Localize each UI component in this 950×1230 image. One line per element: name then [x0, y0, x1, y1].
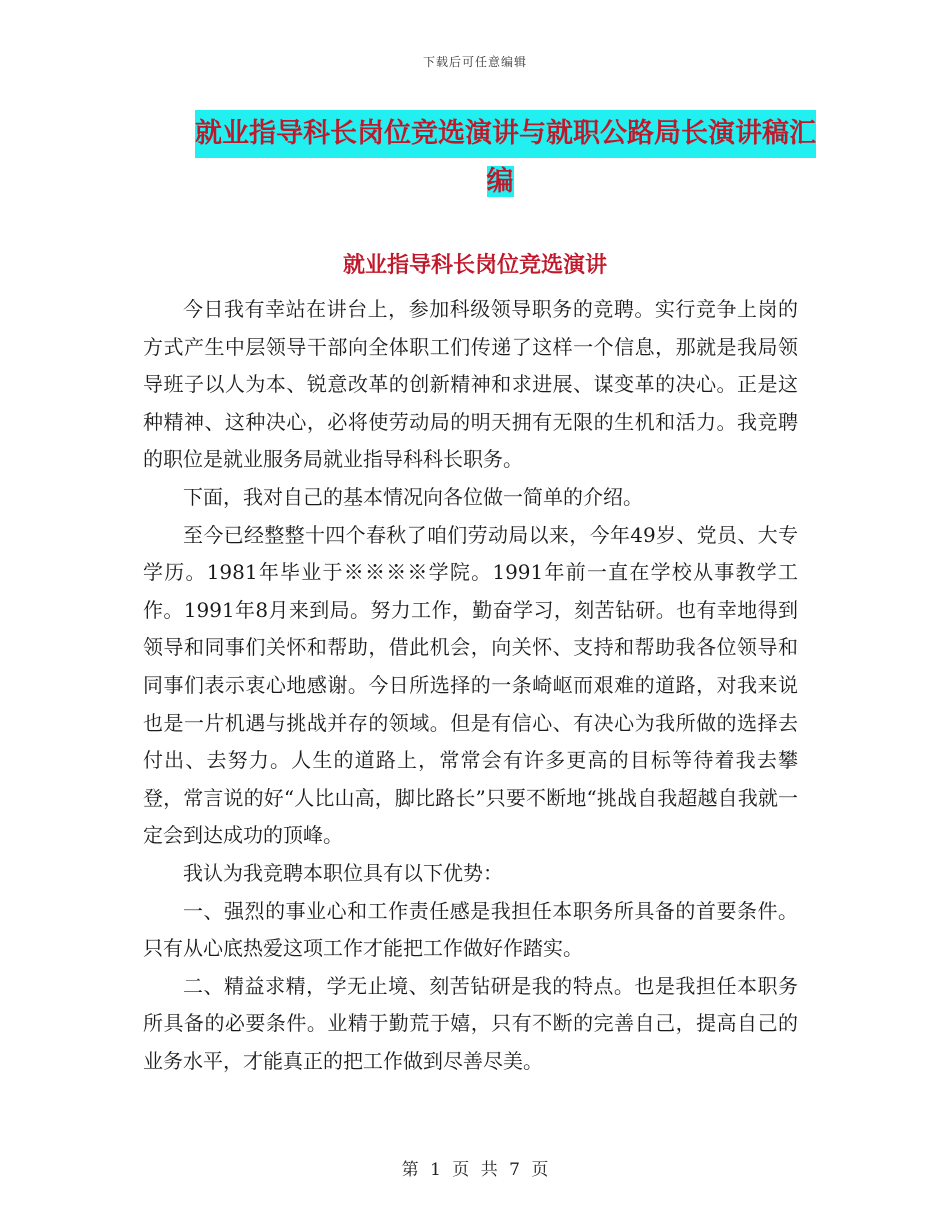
- paragraph: 二、精益求精，学无止境、刻苦钻研是我的特点。也是我担任本职务所具备的必要条件。业精于勤荒于嬉，只有不断的完善自己，提高自己的业务水平，才能真正的把工作做到尽善尽美。: [143, 973, 798, 1073]
- paragraph: 今日我有幸站在讲台上，参加科级领导职务的竞聘。实行竞争上岗的方式产生中层领导干部向全体职工们传递了这样一个信息，那就是我局领导班子以人为本、锐意改革的创新精神和求进展、谋变革的决心。正是这种精神、这种决心，必将使劳动局的明天拥有无限的生机和活力。我竞聘的职位是就业服务局就业指导科科长职务。: [143, 297, 798, 472]
- paragraph: 下面，我对自己的基本情况向各位做一简单的介绍。: [183, 484, 643, 509]
- paragraph: 至今已经整整十四个春秋了咱们劳动局以来，今年49岁、党员、大专学历。1981年毕业于※※※※学院。1991年前一直在学校从事教学工作。1991年8月来到局。努力工作，勤奋学习，刻苦钻研。也有幸地得到领导和同事们关怀和帮助，借此机会，向关怀、支持和帮助我各位领导和同事们表示衷心地感谢。今日所选择的一条崎岖而艰难的道路，对我来说也是一片机遇与挑战并存的领域。但是有信心、有决心为我所做的选择去付出、去努力。人生的道路上，常常会有许多更高的目标等待着我去攀登，常言说的好“人比山高，脚比路长”只要不断地“挑战自我超越自我就一定会到达成功的顶峰。: [143, 522, 798, 848]
- document-title-line2: 编: [486, 166, 514, 197]
- document-title: [195, 110, 816, 206]
- document-title-line2-wrap: [195, 158, 805, 206]
- header-note: 下载后可任意编辑: [422, 55, 527, 69]
- document-title-line1: 就业指导科长岗位竞选演讲与就职公路局长演讲稿汇: [195, 110, 816, 158]
- paragraph: 一、强烈的事业心和工作责任感是我担任本职务所具备的首要条件。只有从心底热爱这项工作才能把工作做好作踏实。: [143, 898, 798, 961]
- page-number: 第 1 页 共 7 页: [401, 1160, 549, 1180]
- document-body: [143, 291, 798, 1080]
- section-title: 就业指导科长岗位竞选演讲: [342, 253, 607, 278]
- paragraph: 我认为我竞聘本职位具有以下优势：: [183, 860, 503, 885]
